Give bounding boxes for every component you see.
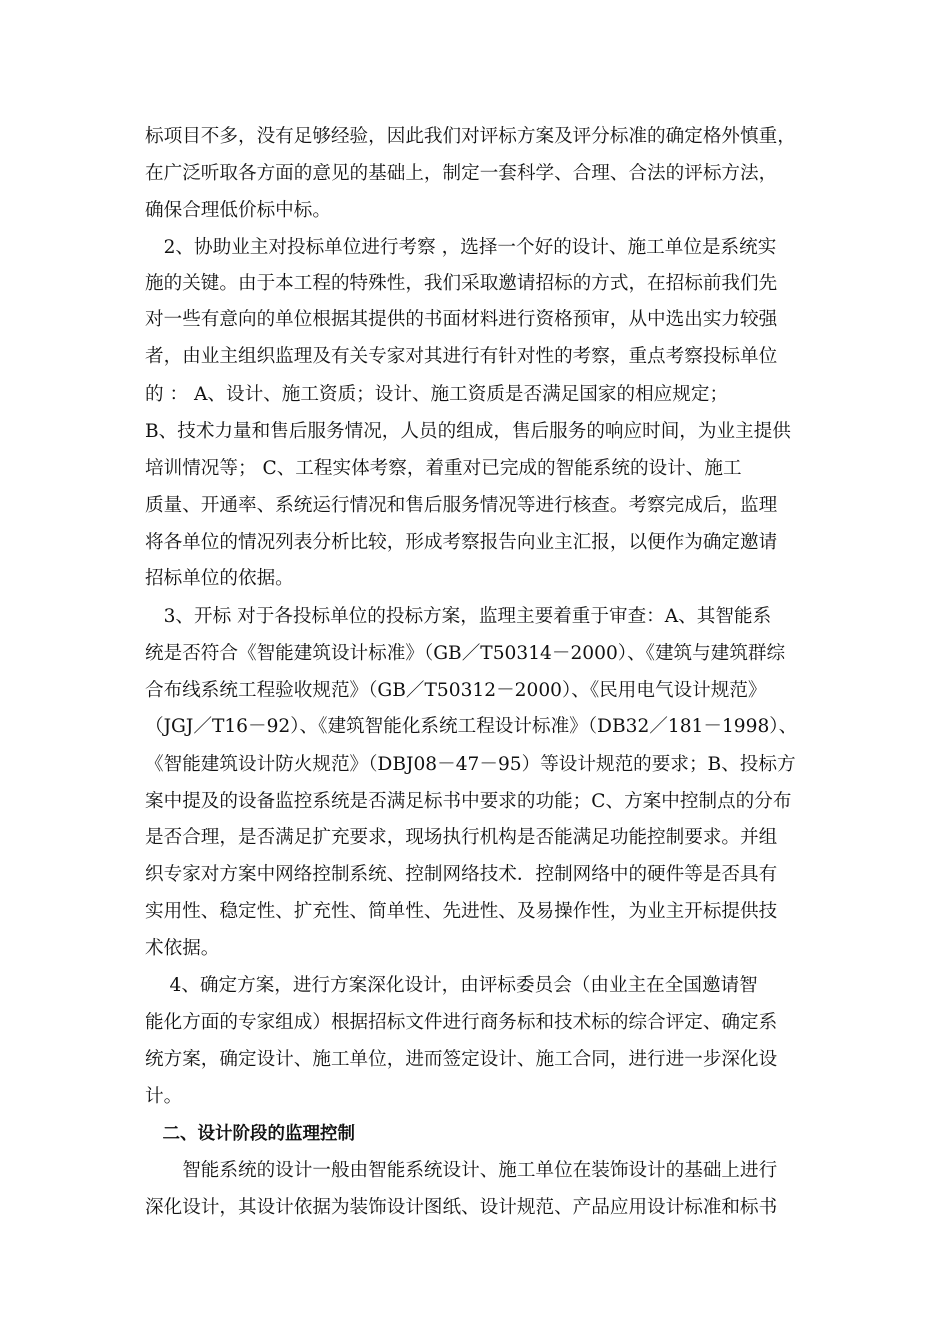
text-line: （JGJ／T16－92）、《建筑智能化系统工程设计标准》（DB32／181－1998）、 [145,716,798,737]
text-line: 《智能建筑设计防火规范》（DBJ08－47－95）等设计规范的要求；B、投标方 [145,754,796,775]
text-line: 培训情况等； C、工程实体考察，着重对已完成的智能系统的设计、施工 [145,458,742,479]
text-line: 智能系统的设计一般由智能系统设计、施工单位在装饰设计的基础上进行 [145,1160,778,1181]
text-line: 是否合理，是否满足扩充要求，现场执行机构是否能满足功能控制要求。并组 [145,827,778,848]
text-line: 4、确定方案，进行方案深化设计，由评标委员会（由业主在全国邀请智 [145,975,758,996]
text-line: 3、开标 对于各投标单位的投标方案，监理主要着重于审查：A、其智能系 [145,606,772,627]
text-line: 统是否符合《智能建筑设计标准》（GB／T50314－2000）、《建筑与建筑群综 [145,643,786,664]
text-line: 施的关键。由于本工程的特殊性，我们采取邀请招标的方式，在招标前我们先 [145,273,778,294]
text-line: 统方案，确定设计、施工单位，进而签定设计、施工合同，进行进一步深化设 [145,1049,778,1070]
text-line: 确保合理低价标中标。 [145,200,331,221]
text-line: 织专家对方案中网络控制系统、控制网络技术．控制网络中的硬件等是否具有 [145,864,778,885]
text-line: 术依据。 [145,938,220,959]
section-heading: 二、设计阶段的监理控制 [145,1124,355,1144]
text-line: 深化设计，其设计依据为装饰设计图纸、设计规范、产品应用设计标准和标书 [145,1197,778,1218]
text-line: 案中提及的设备监控系统是否满足标书中要求的功能；C、方案中控制点的分布 [145,791,792,812]
text-line: 将各单位的情况列表分析比较，形成考察报告向业主汇报，以便作为确定邀请 [145,532,778,553]
text-line: 在广泛听取各方面的意见的基础上，制定一套科学、合理、合法的评标方法， [145,163,778,184]
text-line: 招标单位的依据。 [145,568,294,589]
text-line: 能化方面的专家组成）根据招标文件进行商务标和技术标的综合评定、确定系 [145,1012,778,1033]
text-line: 合布线系统工程验收规范》（GB／T50312－2000）、《民用电气设计规范》 [145,680,767,701]
text-line: 的 ： A、设计、施工资质；设计、施工资质是否满足国家的相应规定； [145,384,729,405]
text-line: 标项目不多，没有足够经验，因此我们对评标方案及评分标准的确定格外慎重， [145,126,796,147]
text-line: 者，由业主组织监理及有关专家对其进行有针对性的考察，重点考察投标单位 [145,346,778,367]
text-line: 对一些有意向的单位根据其提供的书面材料进行资格预审，从中选出实力较强 [145,309,778,330]
text-line: 质量、开通率、系统运行情况和售后服务情况等进行核查。考察完成后，监理 [145,495,778,516]
text-line: B、技术力量和售后服务情况，人员的组成，售后服务的响应时间，为业主提供 [145,421,791,442]
text-line: 实用性、稳定性、扩充性、简单性、先进性、及易操作性，为业主开标提供技 [145,901,778,922]
text-line: 计。 [145,1086,183,1107]
text-line: 2、协助业主对投标单位进行考察 ，选择一个好的设计、施工单位是系统实 [145,237,777,258]
